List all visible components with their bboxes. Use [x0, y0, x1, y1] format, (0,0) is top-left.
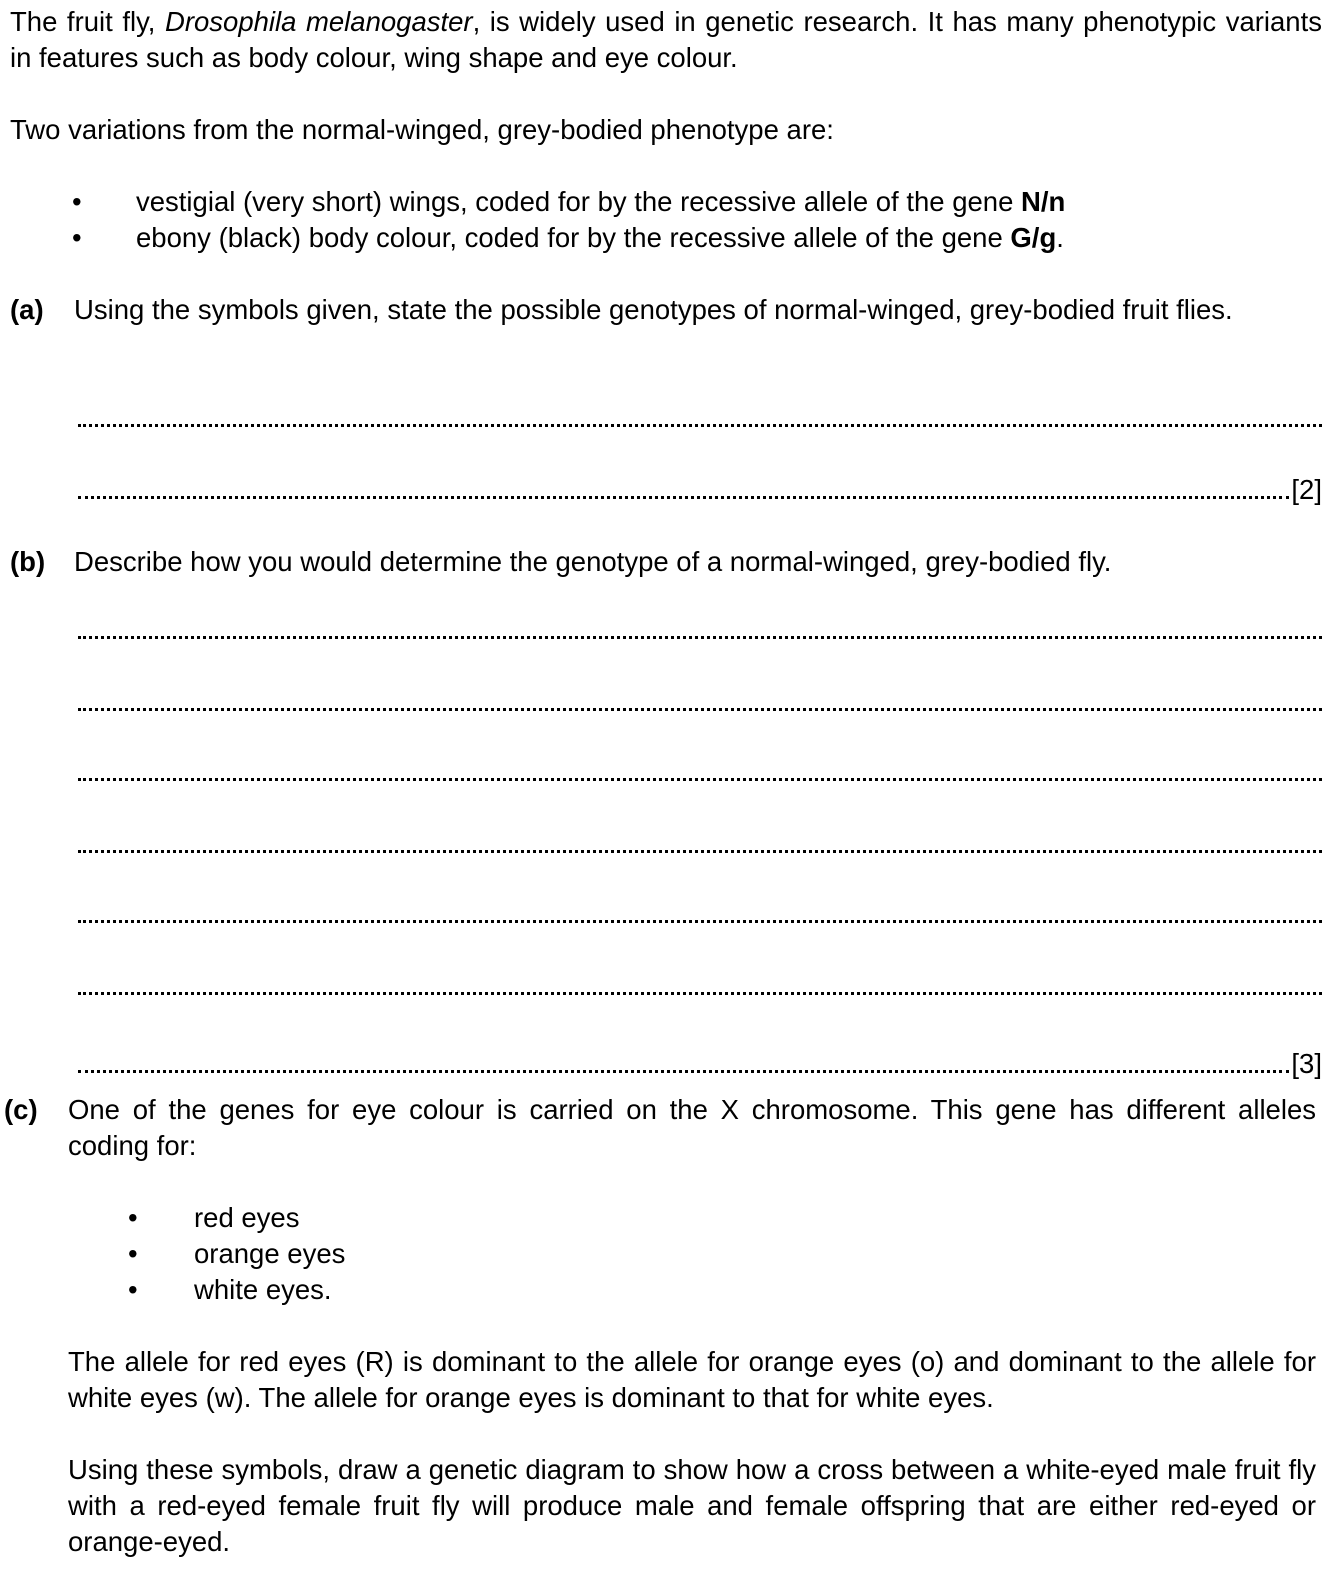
marks-label: [3]: [1291, 1048, 1322, 1079]
bullet-icon: •: [128, 1238, 138, 1269]
answer-line[interactable]: [78, 1046, 1322, 1082]
intro-paragraph: [10, 4, 1322, 76]
allele-text: white eyes.: [194, 1274, 332, 1305]
part-c-question: One of the genes for eye colour is carried on the X chromosome. This gene has different alleles coding for:: [68, 1094, 1316, 1161]
allele-text: red eyes: [194, 1202, 300, 1233]
bullet-icon: •: [72, 186, 82, 217]
variation-text: ebony (black) body colour, coded for by the recessive allele of the gene G/g.: [136, 222, 1064, 253]
bullet-icon: •: [72, 222, 82, 253]
list-item: [72, 184, 1322, 220]
part-a-question: Using the symbols given, state the possible genotypes of normal-winged, grey-bodied fruit flies.: [74, 294, 1233, 325]
part-c-label: (c): [4, 1094, 38, 1125]
marks-label: [2]: [1291, 474, 1322, 505]
intro-text: The fruit fly,: [10, 6, 165, 37]
species-name: Drosophila melanogaster: [164, 6, 473, 37]
part-b-label: (b): [10, 546, 46, 577]
gene-symbol: N/n: [1021, 186, 1066, 217]
bullet-icon: •: [128, 1202, 138, 1233]
answer-line[interactable]: [78, 612, 1322, 648]
list-item: [128, 1236, 728, 1272]
bullet-icon: •: [128, 1274, 138, 1305]
list-item: [72, 220, 1322, 256]
answer-line[interactable]: [78, 896, 1322, 932]
variations-intro: Two variations from the normal-winged, grey-bodied phenotype are:: [10, 114, 834, 145]
part-a-label: (a): [10, 294, 44, 325]
instruction-paragraph: Using these symbols, draw a genetic diagram to show how a cross between a white-eyed male fruit fly with a red-eyed female fruit fly will produce male and female offspring that are either red-eyed or orange-eyed.: [68, 1454, 1316, 1557]
list-item: [128, 1272, 728, 1308]
allele-text: orange eyes: [194, 1238, 346, 1269]
answer-line[interactable]: [78, 472, 1322, 508]
answer-line[interactable]: [78, 754, 1322, 790]
answer-line[interactable]: [78, 400, 1322, 436]
list-item: [128, 1200, 728, 1236]
gene-symbol: G/g: [1010, 222, 1057, 253]
part-b-question: Describe how you would determine the genotype of a normal-winged, grey-bodied fly.: [74, 546, 1112, 577]
intro-text-continued: , is widely used in genetic research. It has many phenotypic variants in features such as body colour, wing shape and eye colour.: [10, 6, 1322, 73]
answer-line[interactable]: [78, 684, 1322, 720]
variation-text: vestigial (very short) wings, coded for by the recessive allele of the gene N/n: [136, 186, 1066, 217]
answer-line[interactable]: [78, 826, 1322, 862]
dominance-paragraph: The allele for red eyes (R) is dominant to the allele for orange eyes (o) and dominant to the allele for white eyes (w). The allele for orange eyes is dominant to that for white eyes.: [68, 1346, 1316, 1413]
answer-line[interactable]: [78, 968, 1322, 1004]
